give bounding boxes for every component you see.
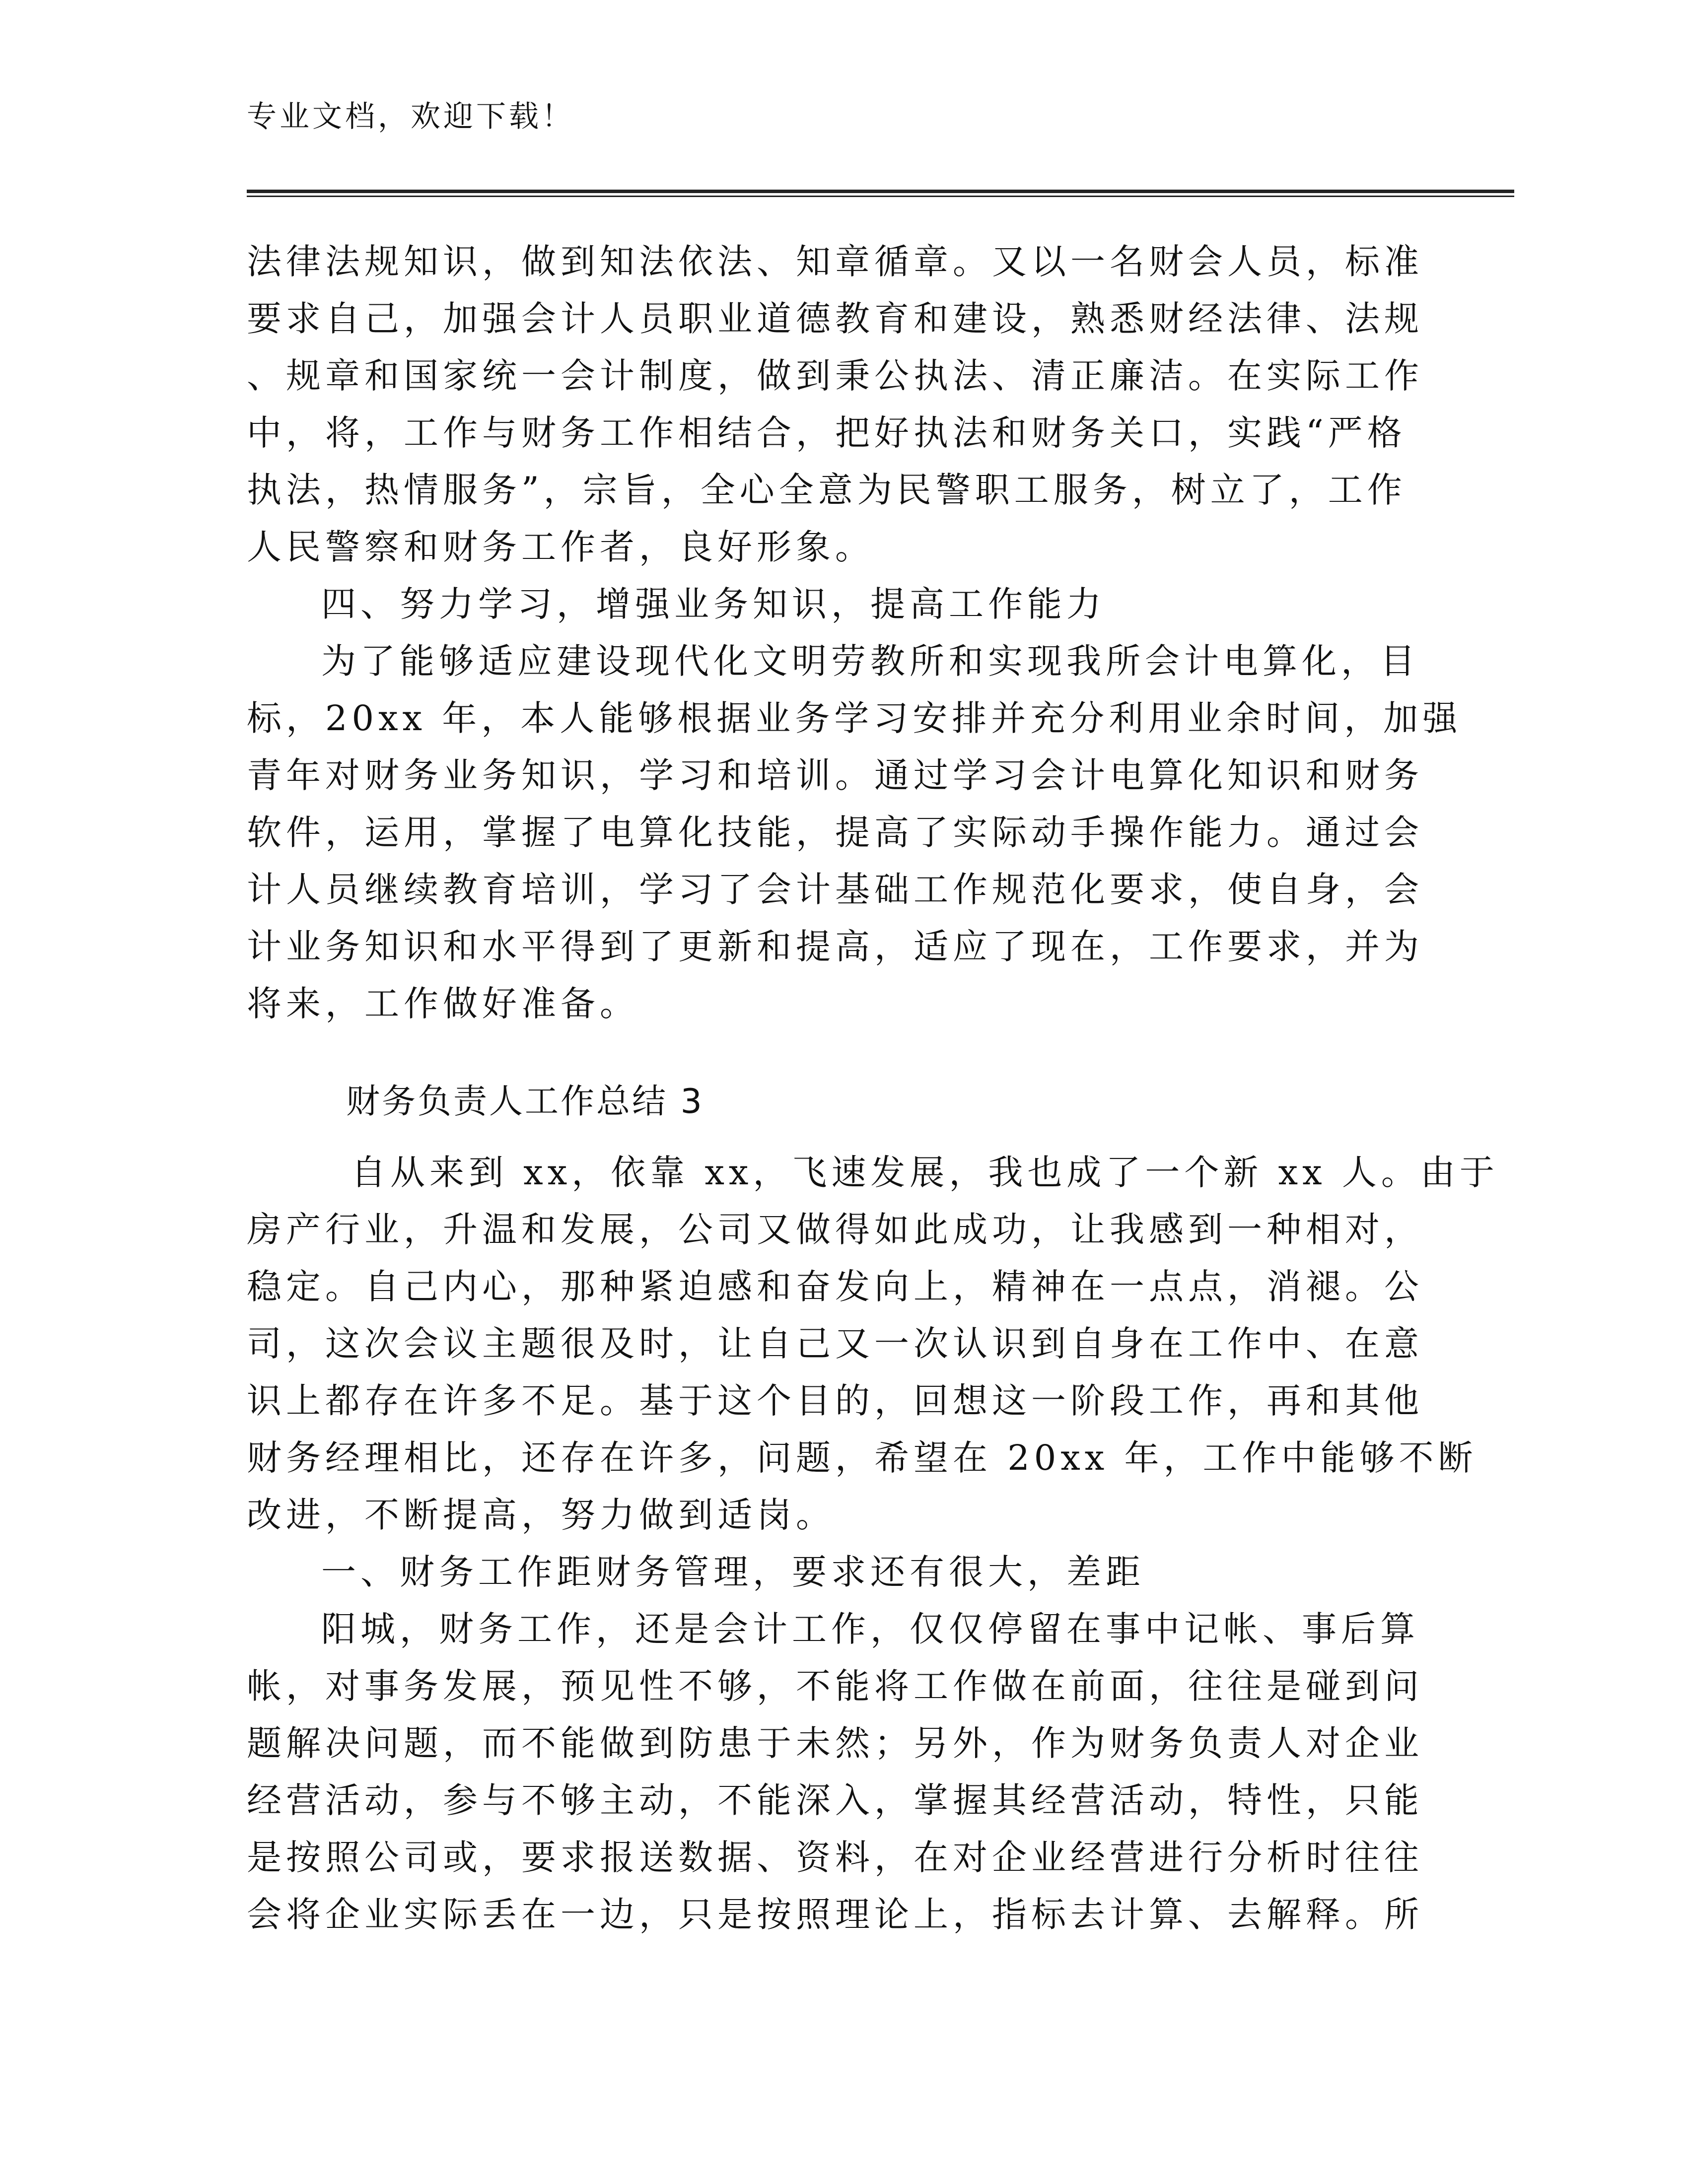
text-line: 自从来到 xx，依靠 xx，飞速发展，我也成了一个新 xx 人。由于 xyxy=(351,1152,1499,1193)
text-line: 将来，工作做好准备。 xyxy=(247,983,639,1024)
text-line: 财务经理相比，还存在许多，问题，希望在 20xx 年，工作中能够不断 xyxy=(247,1437,1477,1478)
text-line: 是按照公司或，要求报送数据、资料，在对企业经营进行分析时往往 xyxy=(247,1837,1423,1878)
text-line: 软件，运用，掌握了电算化技能，提高了实际动手操作能力。通过会 xyxy=(247,812,1423,853)
text-line: 青年对财务业务知识，学习和培训。通过学习会计电算化知识和财务 xyxy=(247,755,1423,796)
text-line: 计业务知识和水平得到了更新和提高，适应了现在，工作要求，并为 xyxy=(247,926,1423,967)
text-line: 房产行业，升温和发展，公司又做得如此成功，让我感到一种相对， xyxy=(247,1209,1423,1250)
text-line: 司，这次会议主题很及时，让自己又一次认识到自身在工作中、在意 xyxy=(247,1323,1423,1364)
subheading-four: 四、努力学习，增强业务知识，提高工作能力 xyxy=(321,584,1106,624)
paragraph-study xyxy=(247,633,1462,1032)
text-line: 要求自己，加强会计人员职业道德教育和建设，熟悉财经法律、法规 xyxy=(247,298,1423,339)
text-line: 、规章和国家统一会计制度，做到秉公执法、清正廉洁。在实际工作 xyxy=(247,355,1423,396)
continued-paragraph xyxy=(247,233,1448,576)
text-line: 题解决问题，而不能做到防患于未然；另外，作为财务负责人对企业 xyxy=(247,1723,1423,1764)
text-line: 会将企业实际丢在一边，只是按照理论上，指标去计算、去解释。所 xyxy=(247,1894,1423,1935)
paragraph-gap xyxy=(247,1601,1448,1943)
text-line: 执法，热情服务”，宗旨，全心全意为民警职工服务，树立了，工作 xyxy=(247,470,1407,510)
text-line: 人民警察和财务工作者，良好形象。 xyxy=(247,527,874,567)
text-line: 稳定。自己内心，那种紧迫感和奋发向上，精神在一点点，消褪。公 xyxy=(247,1266,1423,1307)
text-line: 经营活动，参与不够主动，不能深入，掌握其经营活动，特性，只能 xyxy=(247,1780,1423,1821)
document-body xyxy=(247,233,1499,1943)
text-line: 识上都存在许多不足。基于这个目的，回想这一阶段工作，再和其他 xyxy=(247,1380,1423,1421)
subheading-one: 一、财务工作距财务管理，要求还有很大，差距 xyxy=(321,1552,1145,1592)
header-divider xyxy=(247,190,1514,199)
header-divider-thick-line xyxy=(247,190,1514,193)
text-line: 计人员继续教育培训，学习了会计基础工作规范化要求，使自身，会 xyxy=(247,869,1423,910)
text-line: 为了能够适应建设现代化文明劳教所和实现我所会计电算化，目 xyxy=(321,641,1419,682)
page-header-text: 专业文档，欢迎下载！ xyxy=(247,99,574,134)
section-title: 财务负责人工作总结 3 xyxy=(346,1082,704,1121)
text-line: 帐，对事务发展，预见性不够，不能将工作做在前面，往往是碰到问 xyxy=(247,1666,1423,1706)
text-line: 改进，不断提高，努力做到适岗。 xyxy=(247,1495,835,1535)
text-line: 中，将，工作与财务工作相结合，把好执法和财务关口，实践“严格 xyxy=(247,412,1407,453)
paragraph-intro xyxy=(247,1144,1499,1544)
header-divider-thin-line xyxy=(247,196,1514,197)
text-line: 标，20xx 年，本人能够根据业务学习安排并充分利用业余时间，加强 xyxy=(247,698,1462,739)
text-line: 法律法规知识，做到知法依法、知章循章。又以一名财会人员，标准 xyxy=(247,241,1423,282)
text-line: 阳城，财务工作，还是会计工作，仅仅停留在事中记帐、事后算 xyxy=(321,1609,1419,1649)
